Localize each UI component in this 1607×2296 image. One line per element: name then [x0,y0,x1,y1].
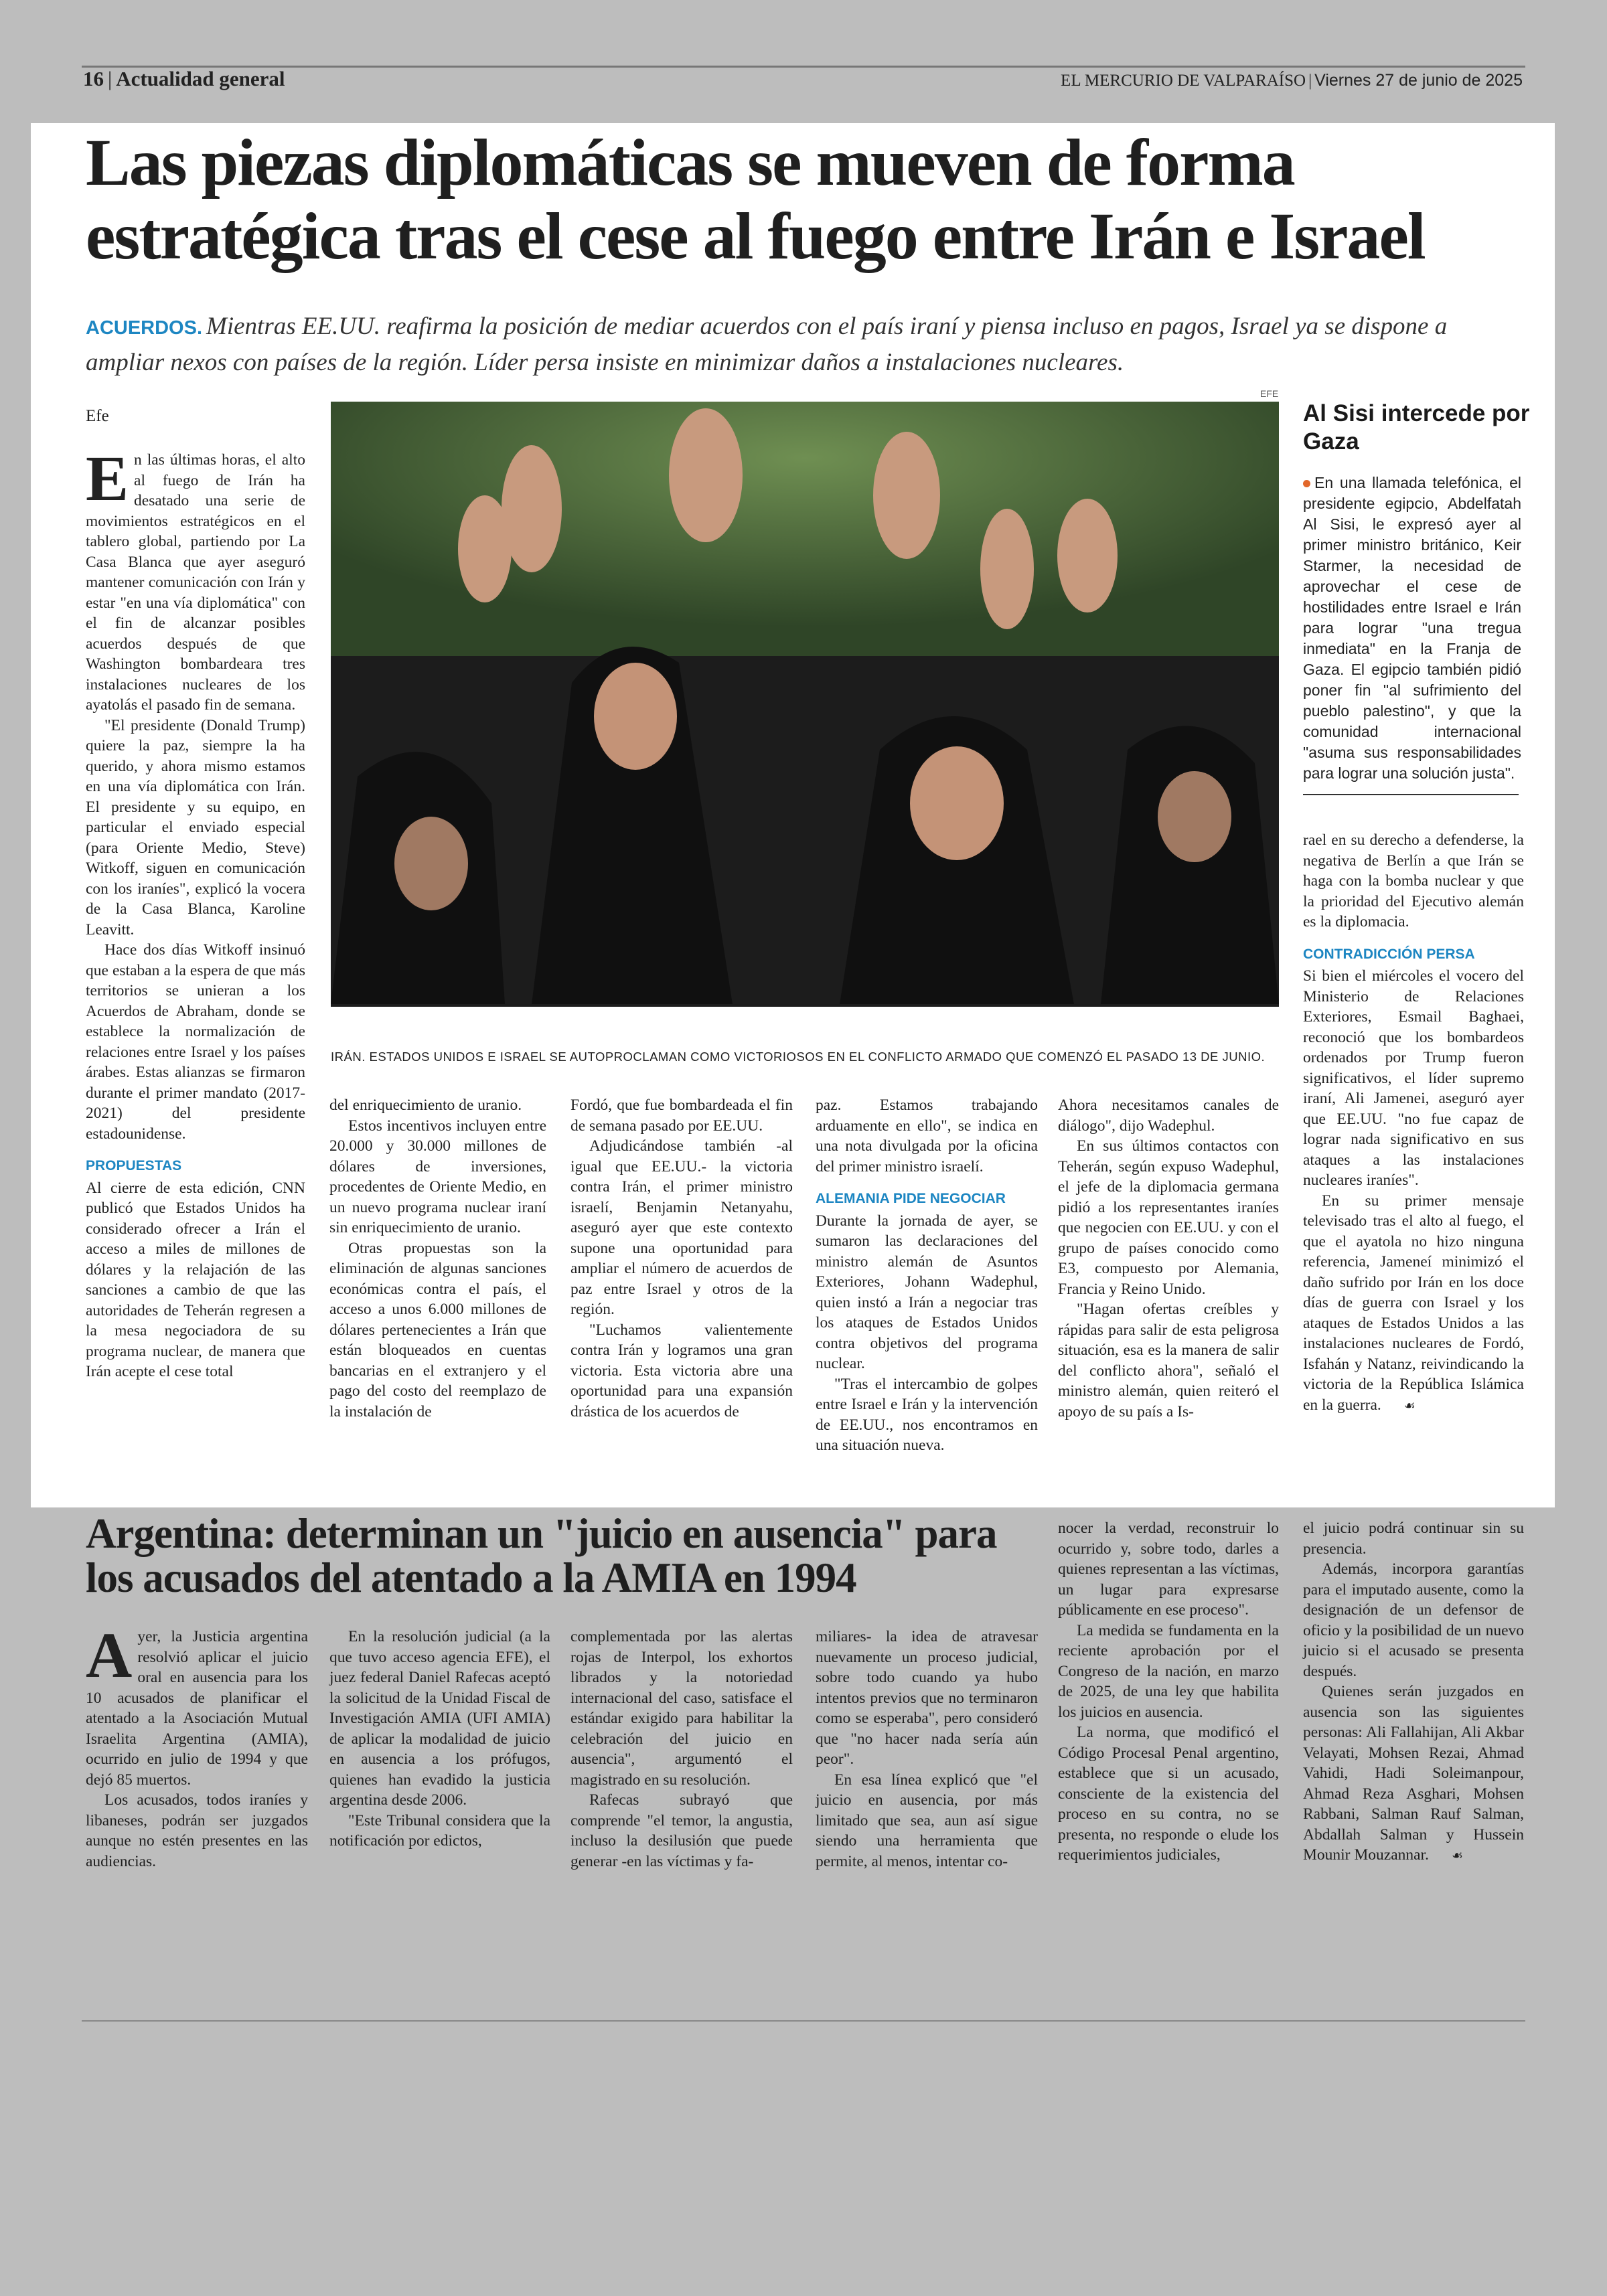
paragraph [1303,1682,1524,1866]
paragraph: Los acusados, todos iraníes y libaneses, podrán ser juzgados aunque no estén presentes en las audiencias. [86,1791,308,1870]
paragraph: En la resolución judicial (a la que tuvo acceso agencia EFE), el juez federal Daniel Rafecas aceptó la solicitud de la Unidad Fiscal de Investigación AMIA (UFI AMIA) de aplicar la modalidad de juicio en ausencia a los prófugos, quienes han evadido la justicia argentina desde 2006. [329,1628,550,1809]
end-mark-icon: ☙ [1403,1398,1415,1413]
paragraph-text: En su primer mensaje televisado tras el alto al fuego, el que el ayatola no hizo ninguna referencia, Jameneí minimizó el daño sufrido por Irán en los doce días de guerra con Israel y los ataques de Estados Unidos a las instalaciones nucleares de Fordó, Isfahán y Natanz, reivindicando la victoria de la República Islámica en la guerra. [1303,1192,1524,1414]
paragraph: "Hagan ofertas creíbles y rápidas para salir de esta peligrosa situación, esa es la manera de salir del conflicto ahora", señaló el ministro alemán, quien reiteró el apoyo de su país a Is- [1058,1301,1279,1420]
article-column-1 [86,442,305,1382]
paragraph: del enriquecimiento de uranio. [329,1096,522,1114]
story2-column-3 [570,1627,793,1872]
deck-text: Mientras EE.UU. reafirma la posición de mediar acuerdos con el país iraní y piensa incluso en pagos, Israel ya se dispone a ampliar nexos con países de la región. Líder persa insiste en minimizar daños a instalaciones nucleares. [86,313,1448,376]
story2-column-6 [1303,1518,1524,1866]
article-column-2 [329,1095,546,1422]
story2-headline: Argentina: determinan un "juicio en ausencia" para los acusados del atentado a la AMIA en 1994 [86,1510,997,1601]
paragraph: Hace dos días Witkoff insinuó que estaban a la espera de que más territorios se unieran a los Acuerdos de Abraham, donde se establece la normalización de relaciones entre Israel y los países árabes. Estas alianzas se firmaron durante el primer mandato (2017-2021) del presidente estadounidense. [86,941,305,1143]
publication-date: Viernes 27 de junio de 2025 [1314,71,1523,90]
paragraph: "Luchamos valientemente contra Irán y logramos una gran victoria. Esta victoria abre una oportunidad para una expansión drástica de los acuerdos de [570,1321,793,1420]
paragraph: La medida se fundamenta en la reciente aprobación por el Congreso de la nación, en marzo de 2025, de una ley que habilita los juicios en ausencia. [1058,1621,1279,1721]
story2-column-2 [329,1627,550,1852]
sidebar-title: Al Sisi intercede por Gaza [1303,400,1530,455]
paragraph: complementada por las alertas rojas de Interpol, los exhortos librados y la notoriedad internacional del caso, satisface el estándar exigido para habilitar la celebración del juicio en ausencia", argumentó el magistrado en su resolución. [570,1628,793,1789]
paragraph: miliares- la idea de atravesar nuevamente un proceso judicial, sobre todo cuando ya hubo intentos previos que no terminaron como se esperaba", pero consideró que "no hacer nada sería aún peor". [816,1628,1038,1768]
bottom-rule [82,2020,1525,2022]
news-photo [331,402,1279,1007]
dropcap: E [86,442,129,514]
masthead-separator: | [1308,72,1312,90]
paragraph: "Tras el intercambio de golpes entre Israel e Irán y la intervención de EE.UU., nos encontramos en una situación nueva. [816,1375,1038,1454]
paragraph: En sus últimos contactos con Teherán, según expuso Wadephul, el jefe de la diplomacia germana pidió a los representantes iraníes que negocien con EE.UU. y con el grupo de países conocido como E3, compuesto por Alemania, Francia y Reino Unido. [1058,1137,1279,1298]
paragraph-text: Quienes serán juzgados en ausencia son las siguientes personas: Ali Fallahijan, Ali Akbar Velayati, Mohsen Rezai, Ahmad Vahidi, Hadi Soleimanpour, Ahmad Reza Asghari, Mohsen Rabbani, Salman Rauf Salman, Abdallah Salman y Hussein Mounir Mouzannar. [1303,1683,1524,1864]
paragraph [1303,1191,1524,1416]
paragraph: nocer la verdad, reconstruir lo ocurrido y, sobre todo, darles a quienes representan a las víctimas, un lugar para expresarse públicamente en ese proceso". [1058,1520,1279,1619]
dropcap: A [86,1619,133,1691]
article-column-5 [1058,1095,1279,1422]
section-name: Actualidad general [116,67,285,90]
byline: Efe [86,407,109,425]
story2-column-5 [1058,1518,1279,1866]
sidebar-divider [1303,794,1519,795]
paragraph: yer, la Justicia argentina resolvió aplicar el juicio oral en ausencia para los 10 acusados de planificar el atentado a la Asociación Mutual Israelita Argentina (AMIA), ocurrido en julio de 1994 y que dejó 85 muertos. [86,1628,308,1789]
paragraph: "Este Tribunal considera que la notificación por edictos, [329,1811,550,1850]
paragraph: Además, incorpora garantías para el imputado ausente, como la designación de un defensor de oficio y la posibilidad de un nuevo juicio si el acusado se presenta después. [1303,1560,1524,1680]
page-folio [83,67,285,91]
paragraph: Durante la jornada de ayer, se sumaron las declaraciones del ministro alemán de Asuntos Exteriores, Johann Wadephul, quien instó a Irán a negociar tras los ataques de Estados Unidos contra objetivos del programa nuclear. [816,1212,1038,1372]
paragraph: n las últimas horas, el alto al fuego de Irán ha desatado una serie de movimientos estratégicos en el tablero global, partiendo por La Casa Blanca que ayer aseguró mantener comunicación con Irán y estar "en una vía diplomática" con el fin de alcanzar posibles acuerdos después de que Washington bombardeara tres instalaciones nucleares de los ayatolás el pasado fin de semana. [86,451,305,714]
publication-name: EL MERCURIO DE VALPARAÍSO [1061,72,1306,90]
page-number: 16 [83,67,104,90]
sidebar-body [1303,473,1521,784]
folio-separator: | [108,67,112,90]
photo-caption: IRÁN. ESTADOS UNIDOS E ISRAEL SE AUTOPROCLAMAN COMO VICTORIOSOS EN EL CONFLICTO ARMADO QUE COMENZÓ EL PASADO 13 DE JUNIO. [331,1050,1266,1064]
subhead-alemania: ALEMANIA PIDE NEGOCIAR [816,1191,1006,1206]
paragraph: En esa línea explicó que "el juicio en ausencia, por más limitado que sea, aun así sigue siendo una herramienta que permite, al menos, intentar co- [816,1771,1038,1870]
subhead-propuestas: PROPUESTAS [86,1158,182,1173]
paragraph: Adjudicándose también -al igual que EE.UU.- la victoria contra Irán, el primer ministro israelí, Benjamin Netanyahu, aseguró ayer que este contexto supone una oportunidad para ampliar el número de acuerdos de paz entre Israel y otros de la región. [570,1137,793,1318]
paragraph: Rafecas subrayó que comprende "el temor, la angustia, incluso la desilusión que puede generar -en las víctimas y fa- [570,1791,793,1870]
paragraph: La norma, que modificó el Código Procesal Penal argentino, establece que si un acusado, consciente de la existencia del proceso en su contra, no se presenta, no responde o elude los requerimientos judiciales, [1058,1724,1279,1864]
article-deck [86,309,1505,380]
article-column-3 [570,1095,793,1422]
masthead [1061,71,1523,90]
end-mark-icon: ☙ [1451,1848,1464,1863]
paragraph: rael en su derecho a defenderse, la negativa de Berlín a que Irán se haga con la bomba nuclear y que la prioridad del Ejecutivo alemán es la diplomacia. [1303,831,1524,930]
paragraph: Fordó, que fue bombardeada el fin de semana pasado por EE.UU. [570,1096,793,1135]
article-headline: Las piezas diplomáticas se mueven de forma estratégica tras el cese al fuego entre Irán e Israel [86,125,1425,273]
paragraph: paz. Estamos trabajando arduamente en ello", se indica en una nota divulgada por la oficina del primer ministro israelí. [816,1096,1038,1175]
top-rule [82,66,1525,68]
paragraph: Al cierre de esta edición, CNN publicó que Estados Unidos ha considerado ofrecer a Irán el acceso a miles de millones de dólares y la relajación de las sanciones a cambio de que las autoridades de Teherán regresen a la mesa negociadora de su programa nuclear, de manera que Irán acepte el cese total [86,1179,305,1380]
subhead-contradiccion: CONTRADICCIÓN PERSA [1303,946,1475,962]
paragraph: Estos incentivos incluyen entre 20.000 y 30.000 millones de dólares de inversiones, procedentes de Oriente Medio, en un nuevo programa nuclear iraní sin enriquecimiento de uranio. [329,1117,546,1236]
story2-column-1 [86,1619,308,1872]
paragraph: Otras propuestas son la eliminación de algunas sanciones económicas contra el país, el acceso a unos 6.000 millones de dólares pertenecientes a Irán que están bloqueados en cuentas bancarias en el extranjero y el pago del costo del reemplazo de la instalación de [329,1239,546,1420]
paragraph: "El presidente (Donald Trump) quiere la paz, siempre la ha querido, y ahora mismo estamos en una vía diplomática con Irán. El presidente y su equipo, en particular el enviado especial (para Oriente Medio, Steve) Witkoff, siguen en comunicación con los iraníes", explicó la vocera de la Casa Blanca, Karoline Leavitt. [86,716,305,938]
paragraph: Si bien el miércoles el vocero del Ministerio de Relaciones Exteriores, Esmail Baghaei, reconoció que los bombardeos ordenados por Trump fueron significativos, el líder supremo iraní, Ali Jamenei, aseguró ayer que EE.UU. "no fue capaz de lograr nada significativo en sus ataques a las instalaciones nucleares iraníes". [1303,967,1524,1189]
article-column-4 [816,1095,1038,1456]
paragraph: el juicio podrá continuar sin su presencia. [1303,1520,1524,1558]
sidebar-text: En una llamada telefónica, el presidente egipcio, Abdelfatah Al Sisi, le expresó ayer al primer ministro británico, Keir Starmer, la necesidad de aprovechar el cese de hostilidades entre Israel e Irán para lograr "una tregua inmediata" en la Franja de Gaza. El egipcio también pidió poner fin "al sufrimiento del pueblo palestino", y que la comunidad internacional "asuma sus responsabilidades para lograr una solución justa". [1303,474,1521,782]
photo-credit: EFE [1260,388,1279,399]
article-column-6 [1303,830,1524,1416]
deck-kicker: ACUERDOS. [86,317,203,339]
story2-column-4 [816,1627,1038,1872]
paragraph: Ahora necesitamos canales de diálogo", dijo Wadephul. [1058,1096,1279,1135]
bullet-dot-icon [1303,480,1310,487]
photo-illustration [331,402,1279,1007]
